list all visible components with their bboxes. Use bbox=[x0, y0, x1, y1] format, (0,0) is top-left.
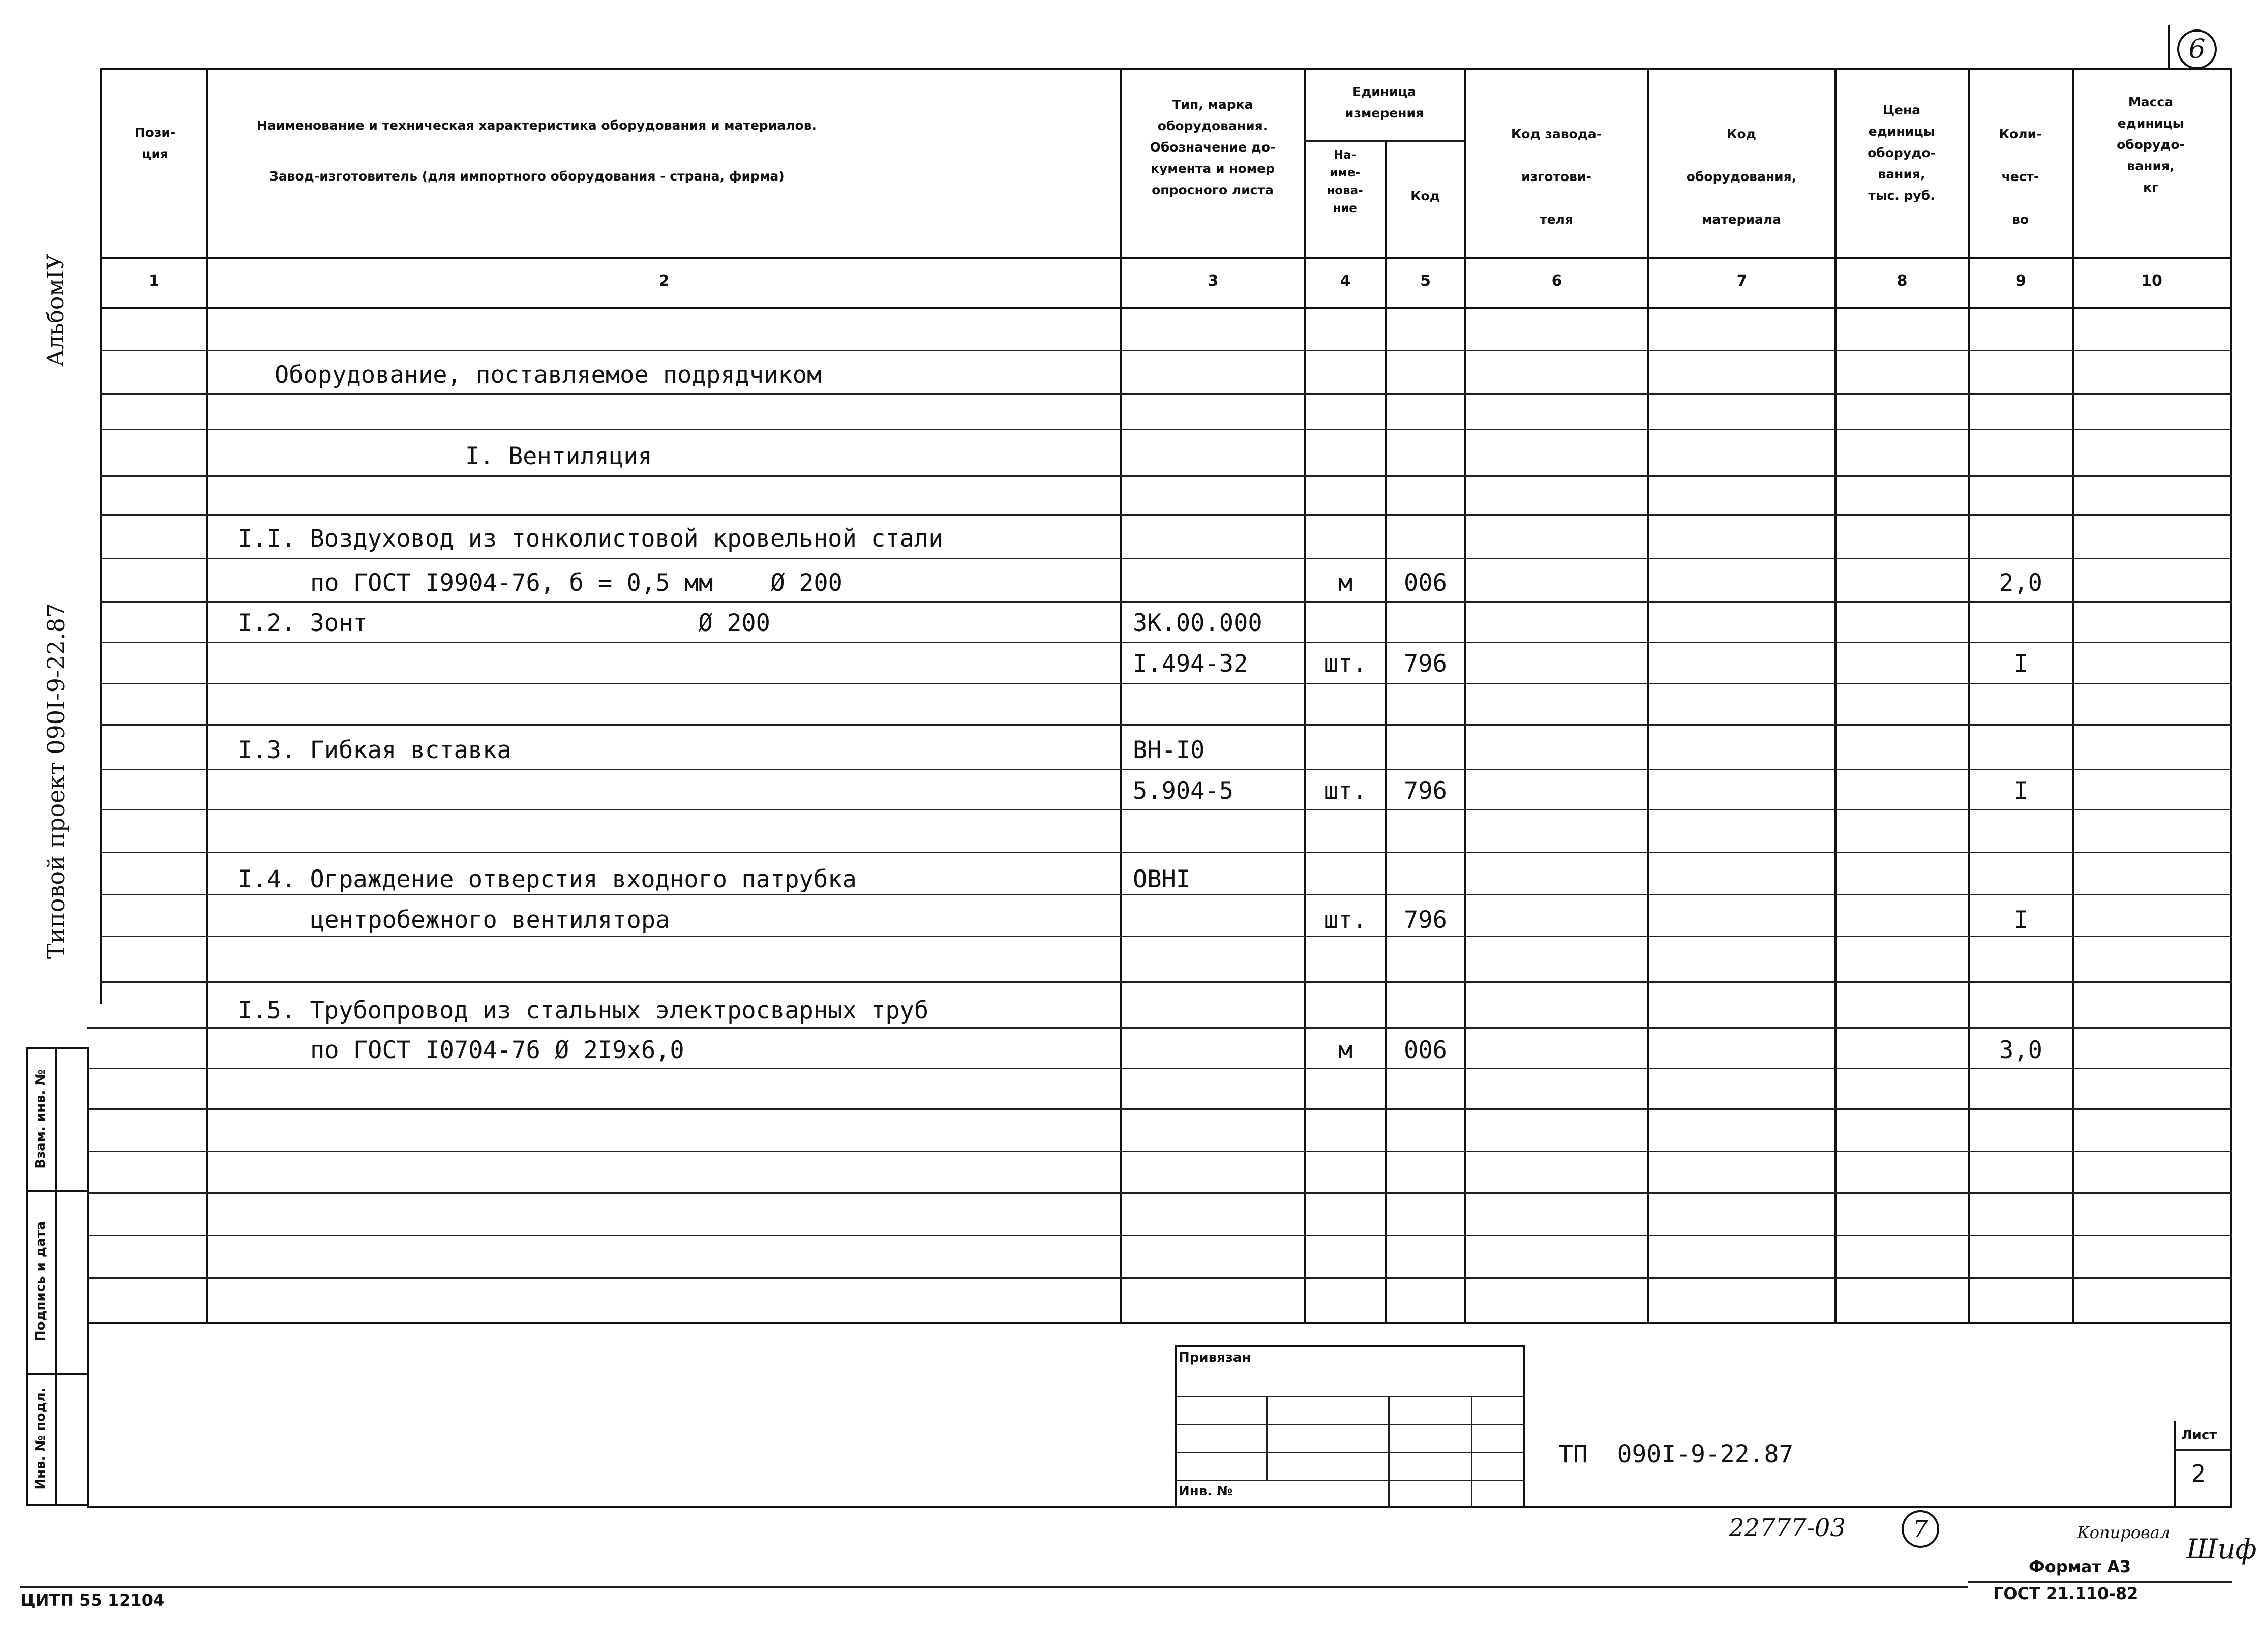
item-type: 5.904-5 bbox=[1133, 777, 1234, 805]
stamp-col bbox=[1388, 1396, 1390, 1508]
sheet-number: 2 bbox=[2191, 1460, 2206, 1487]
row-line bbox=[100, 429, 2232, 430]
stamp-inv-label: Инв. № bbox=[1179, 1484, 1233, 1499]
stamp-line bbox=[1175, 1424, 1525, 1425]
stamp-top bbox=[1175, 1345, 1525, 1347]
side-stamp-mid bbox=[55, 1047, 57, 1505]
signature-scribble: Шиф bbox=[2186, 1533, 2257, 1565]
col-number-1: 1 bbox=[148, 272, 159, 290]
col-number-8: 8 bbox=[1897, 272, 1908, 290]
item-type: ОВНI bbox=[1133, 865, 1191, 893]
header-unit-name: На- име- нова- ние bbox=[1327, 148, 1363, 215]
item-name: I.3. Гибкая вставка bbox=[238, 736, 511, 764]
col-number-5: 5 bbox=[1420, 272, 1431, 290]
header-unit-code: Код bbox=[1410, 189, 1440, 203]
item-quantity: I bbox=[2013, 650, 2028, 678]
header-bottom-line bbox=[100, 257, 2232, 259]
item-name: по ГОСТ I9904-76, б = 0,5 мм Ø 200 bbox=[310, 569, 842, 597]
row-line bbox=[87, 1277, 2232, 1279]
item-quantity: 3,0 bbox=[1999, 1036, 2042, 1064]
album-label: АльбомIУ bbox=[43, 254, 69, 367]
row-line bbox=[100, 683, 2232, 684]
numbers-bottom-line bbox=[100, 307, 2232, 309]
subsection-title: I. Вентиляция bbox=[465, 442, 652, 470]
format-underline bbox=[1968, 1581, 2232, 1583]
col-number-9: 9 bbox=[2015, 272, 2026, 290]
item-unit: м bbox=[1338, 1036, 1353, 1064]
col-number-6: 6 bbox=[1551, 272, 1562, 290]
header-name-line2: Завод-изготовитель (для импортного оборудования - страна, фирма) bbox=[269, 169, 785, 184]
unit-group-line bbox=[1304, 140, 1464, 142]
stamp-right bbox=[1523, 1345, 1525, 1508]
sheet-label: Лист bbox=[2181, 1428, 2217, 1443]
stamp-line bbox=[1175, 1396, 1525, 1397]
section-title: Оборудование, поставляемое подрядчиком bbox=[275, 361, 822, 389]
frame-right bbox=[2230, 68, 2232, 1507]
sign-date-label: Подпись и дата bbox=[33, 1221, 48, 1342]
row-line bbox=[87, 1027, 2232, 1029]
col-number-7: 7 bbox=[1736, 272, 1748, 290]
col-number-4: 4 bbox=[1340, 272, 1351, 290]
header-name-line1: Наименование и техническая характеристика оборудования и материалов. bbox=[257, 118, 817, 133]
item-unit: шт. bbox=[1323, 777, 1367, 805]
row-line bbox=[100, 724, 2232, 726]
item-quantity: 2,0 bbox=[1999, 569, 2042, 597]
header-type: Тип, марка оборудования. Обозначение до- кумента и номер опросного листа bbox=[1150, 97, 1276, 197]
col-number-3: 3 bbox=[1208, 272, 1219, 290]
row-line bbox=[100, 981, 2232, 983]
row-line bbox=[100, 852, 2232, 853]
sheet-mark-tick bbox=[2168, 25, 2170, 69]
sheet-box-left bbox=[2174, 1421, 2176, 1508]
col-number-10: 10 bbox=[2141, 272, 2162, 290]
stamp-col bbox=[1471, 1396, 1472, 1508]
row-line bbox=[87, 1192, 2232, 1194]
gost-label: ГОСТ 21.110-82 bbox=[1993, 1584, 2139, 1603]
row-line bbox=[87, 1068, 2232, 1069]
header-quantity: Коли- чест- во bbox=[1999, 127, 2042, 227]
row-line bbox=[100, 769, 2232, 770]
row-line bbox=[100, 809, 2232, 810]
item-unit-code: 796 bbox=[1404, 906, 1447, 934]
item-unit: шт. bbox=[1323, 906, 1367, 934]
row-line bbox=[87, 1151, 2232, 1152]
item-quantity: I bbox=[2013, 777, 2028, 805]
item-unit: м bbox=[1338, 569, 1353, 597]
order-number: 22777-03 bbox=[1729, 1514, 1846, 1542]
item-type: ВН-I0 bbox=[1133, 736, 1205, 764]
row-line bbox=[100, 514, 2232, 516]
header-mass: Масса единицы оборудо- вания, кг bbox=[2117, 95, 2185, 195]
row-line bbox=[87, 1235, 2232, 1236]
row-line bbox=[87, 1108, 2232, 1110]
col-sep-4 bbox=[1385, 140, 1387, 1323]
sheet-mark: 6 bbox=[2177, 29, 2217, 69]
item-unit: шт. bbox=[1323, 650, 1367, 678]
item-unit-code: 796 bbox=[1404, 777, 1447, 805]
frame-left bbox=[100, 68, 102, 1004]
header-position: Пози- ция bbox=[134, 125, 176, 161]
format-label: Формат А3 bbox=[2029, 1557, 2131, 1576]
item-unit-code: 796 bbox=[1404, 650, 1447, 678]
header-unit-group: Единица измерения bbox=[1344, 84, 1424, 121]
row-line bbox=[100, 350, 2232, 351]
row-line bbox=[100, 601, 2232, 603]
copied-label: Копировал bbox=[2077, 1523, 2171, 1542]
replaced-inv-label: Взам. инв. № bbox=[33, 1069, 48, 1169]
item-name: по ГОСТ I0704-76 Ø 2I9x6,0 bbox=[310, 1036, 684, 1064]
row-line bbox=[100, 642, 2232, 643]
item-name: I.5. Трубопровод из стальных электросварных труб bbox=[238, 997, 929, 1025]
frame-left-lower bbox=[87, 1047, 89, 1505]
item-quantity: I bbox=[2013, 906, 2028, 934]
item-name: центробежного вентилятора bbox=[310, 906, 670, 934]
row-line bbox=[100, 936, 2232, 937]
orig-inv-label: Инв. № подл. bbox=[33, 1387, 48, 1490]
row-line bbox=[100, 558, 2232, 559]
header-plant-code: Код завода- изготови- теля bbox=[1511, 127, 1602, 227]
col-number-2: 2 bbox=[658, 272, 670, 290]
doc-code: ТП 090I-9-22.87 bbox=[1558, 1440, 1794, 1468]
item-unit-code: 006 bbox=[1404, 1036, 1447, 1064]
frame-bottom bbox=[87, 1506, 2232, 1508]
item-unit-code: 006 bbox=[1404, 569, 1447, 597]
item-name: I.I. Воздуховод из тонколистовой кровельной стали bbox=[238, 525, 943, 553]
row-line bbox=[100, 393, 2232, 395]
item-type: I.494-32 bbox=[1133, 650, 1248, 678]
header-equipment-code: Код оборудования, материала bbox=[1686, 127, 1797, 227]
stamp-col bbox=[1266, 1396, 1268, 1480]
bottom-rule bbox=[20, 1586, 1968, 1588]
item-name: I.2. Зонт Ø 200 bbox=[238, 609, 770, 637]
stamp-bound-label: Привязан bbox=[1179, 1350, 1251, 1365]
item-type: ЗК.00.000 bbox=[1133, 609, 1262, 637]
frame-top bbox=[100, 68, 2232, 70]
sheet-box-line bbox=[2174, 1449, 2231, 1451]
stamp-line bbox=[1175, 1480, 1525, 1481]
order-circle: 7 bbox=[1902, 1510, 1939, 1548]
table-bottom-line bbox=[87, 1322, 2232, 1324]
row-line bbox=[100, 475, 2232, 477]
tsitp-label: ЦИТП 55 12104 bbox=[20, 1590, 165, 1610]
stamp-line bbox=[1175, 1452, 1525, 1453]
stamp-left bbox=[1175, 1345, 1177, 1508]
header-price: Цена единицы оборудо- вания, тыс. руб. bbox=[1868, 103, 1936, 203]
project-label: Типовой проект 090I-9-22.87 bbox=[42, 603, 70, 959]
item-name: I.4. Ограждение отверстия входного патрубка bbox=[238, 865, 857, 893]
